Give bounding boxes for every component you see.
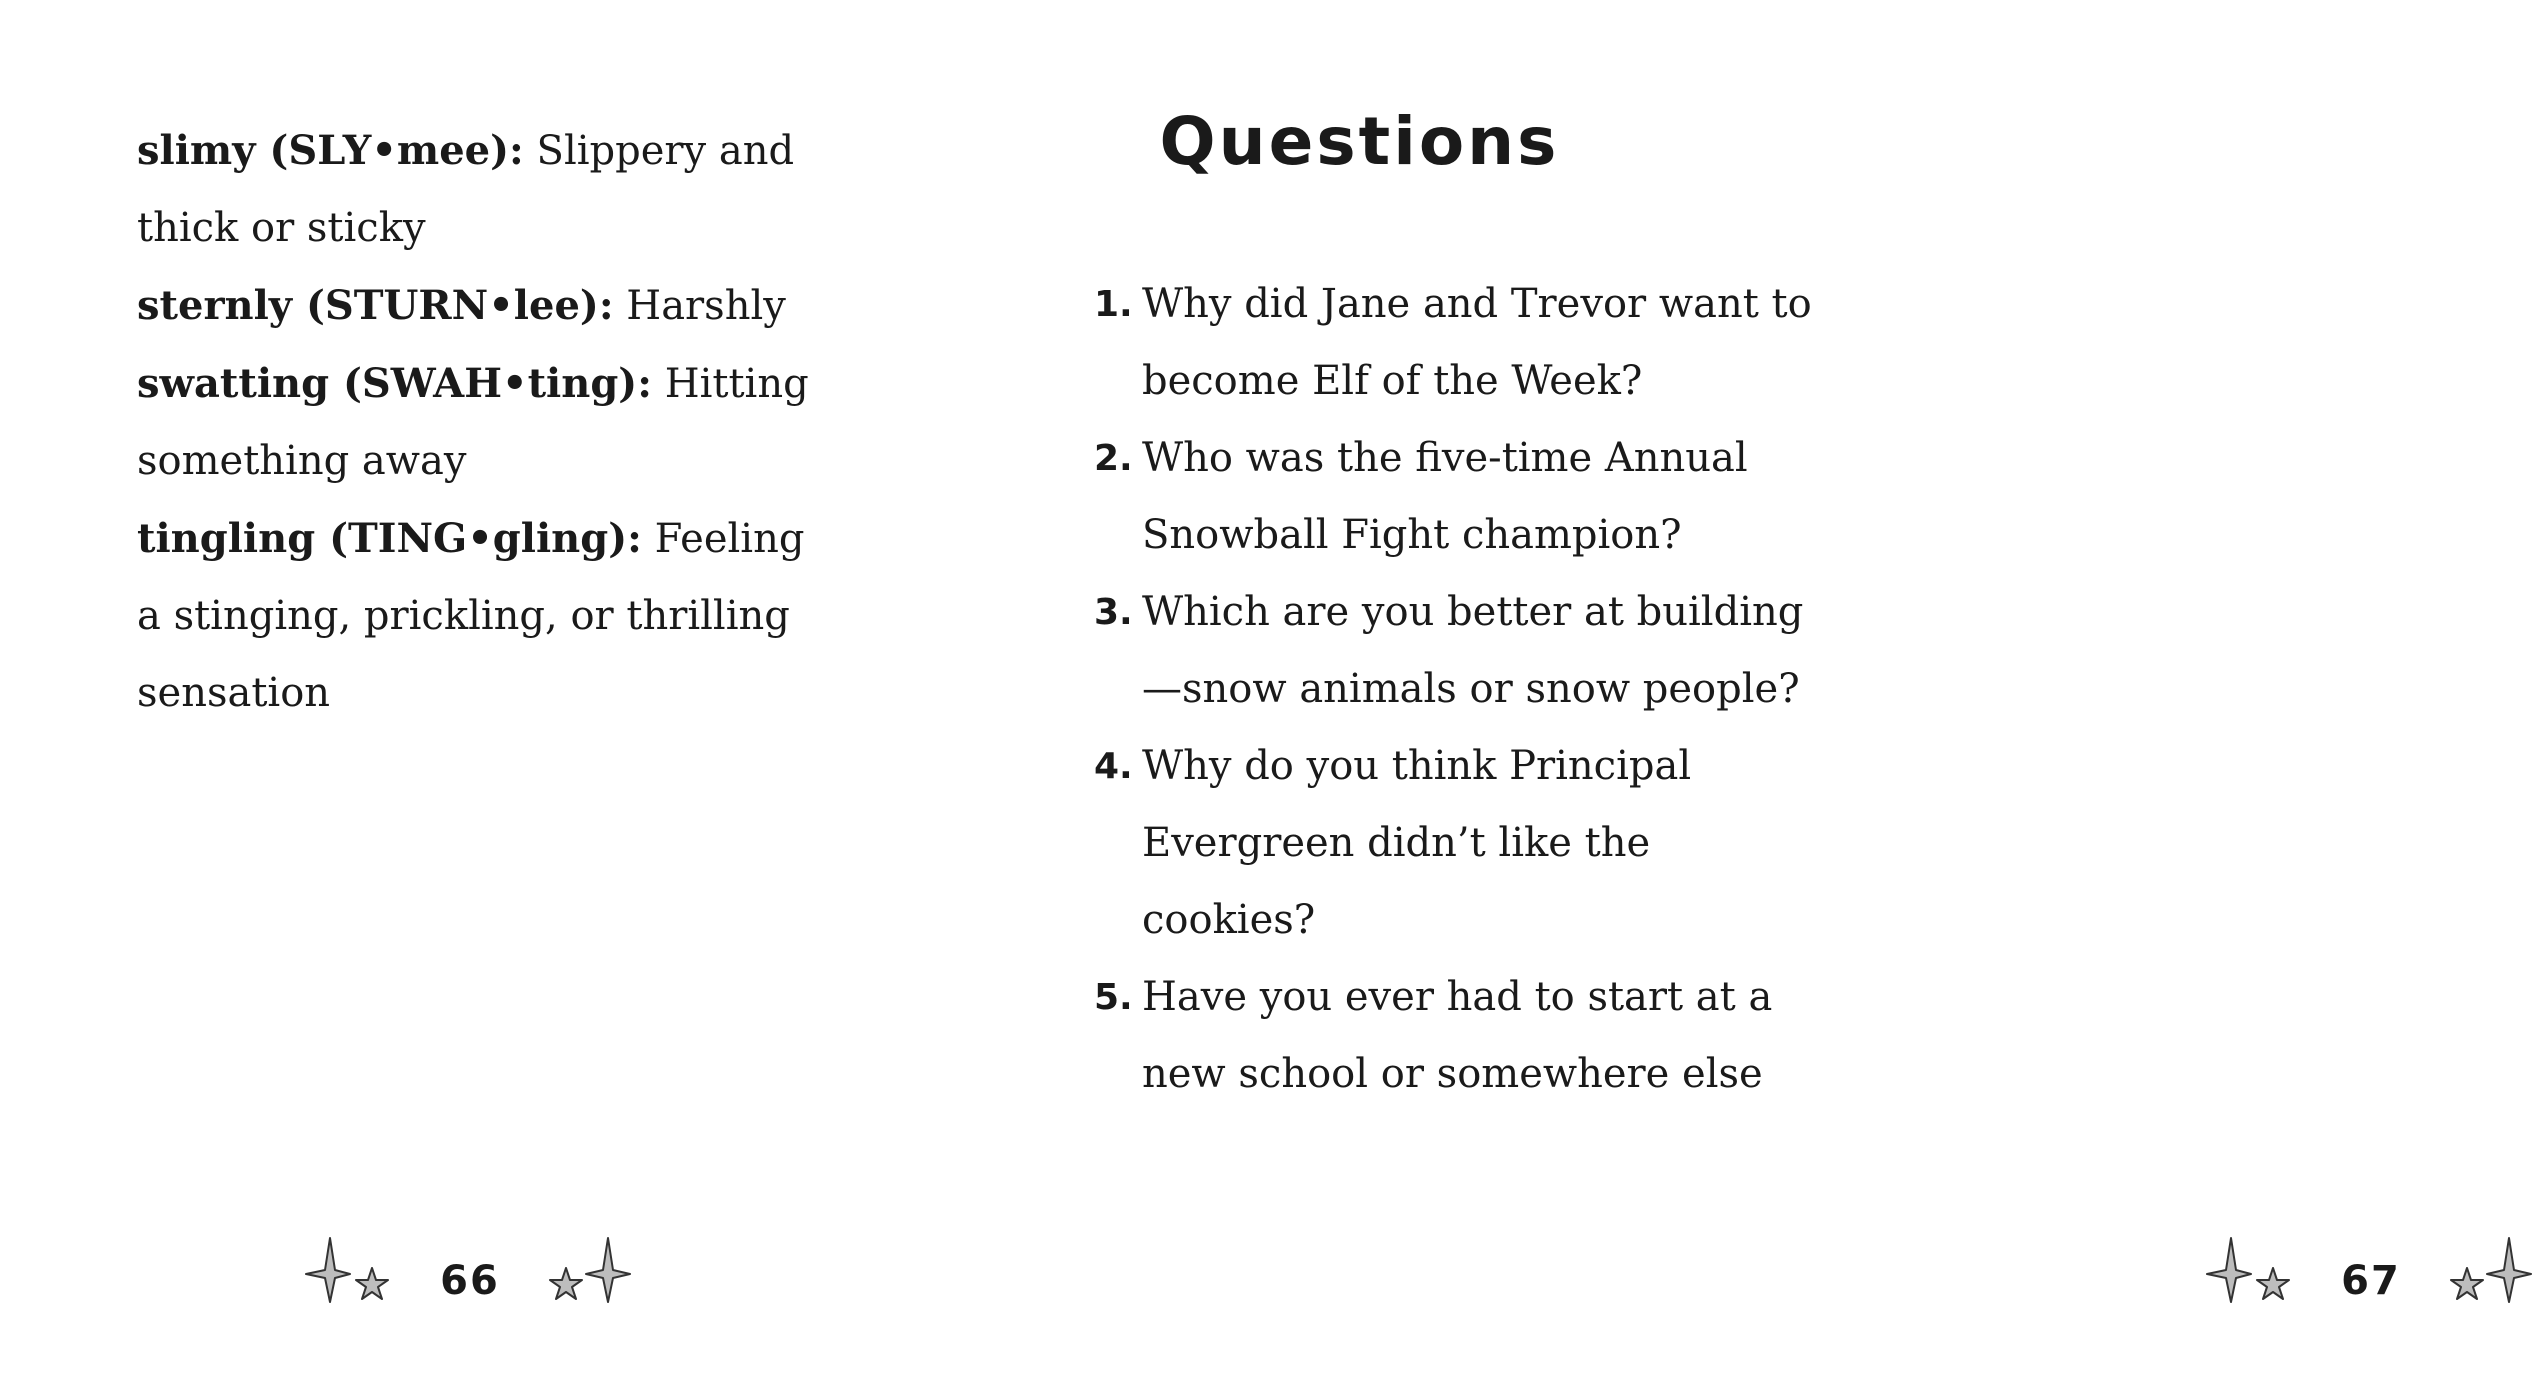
page-number: 66 [440,1258,500,1304]
question-number: 2. [1094,438,1133,479]
question-item [1094,959,1814,1113]
glossary [137,112,817,732]
glossary-entry [137,267,817,345]
question-item [1094,574,1814,728]
glossary-term: sternly (STURN•lee): [137,282,614,329]
question-text: Have you ever had to start at a new school or somewhere else [1142,974,1773,1097]
question-text: Why do you think Principal Evergreen didn’t like the cookies? [1142,743,1692,943]
question-text: Who was the five-time Annual Snowball Fight champion? [1142,435,1748,558]
question-item [1094,266,1814,420]
sparkle-star-icon [2431,1236,2541,1306]
glossary-definition: Feeling a stinging, prickling, or thrilling sensation [137,516,805,716]
glossary-definition: Hitting something away [137,361,809,484]
question-number: 3. [1094,592,1133,633]
left-page [0,0,938,1396]
question-number: 5. [1094,977,1133,1018]
glossary-entry [137,500,817,732]
question-text: Which are you better at building—snow animals or snow people? [1142,589,1804,712]
glossary-definition: Slippery and thick or sticky [137,128,795,251]
sparkle-star-icon [300,1236,410,1306]
sparkle-star-icon [530,1236,640,1306]
glossary-term: slimy (SLY•mee): [137,127,524,174]
glossary-definition: Harshly [613,283,786,329]
page-number: 67 [2341,1258,2401,1304]
question-number: 4. [1094,746,1133,787]
question-list [1094,266,1814,1113]
glossary-entry [137,112,817,267]
question-item [1094,728,1814,959]
page-footer-left [300,1236,640,1306]
page-title: Questions [1159,103,1560,180]
glossary-term: tingling (TING•gling): [137,515,642,562]
page-footer-right [2201,1236,2541,1306]
right-page [938,0,2401,1396]
question-item [1094,420,1814,574]
glossary-term: swatting (SWAH•ting): [137,360,652,407]
sparkle-star-icon [2201,1236,2311,1306]
question-number: 1. [1094,284,1133,325]
glossary-entry [137,345,817,500]
question-text: Why did Jane and Trevor want to become Elf of the Week? [1142,281,1812,404]
